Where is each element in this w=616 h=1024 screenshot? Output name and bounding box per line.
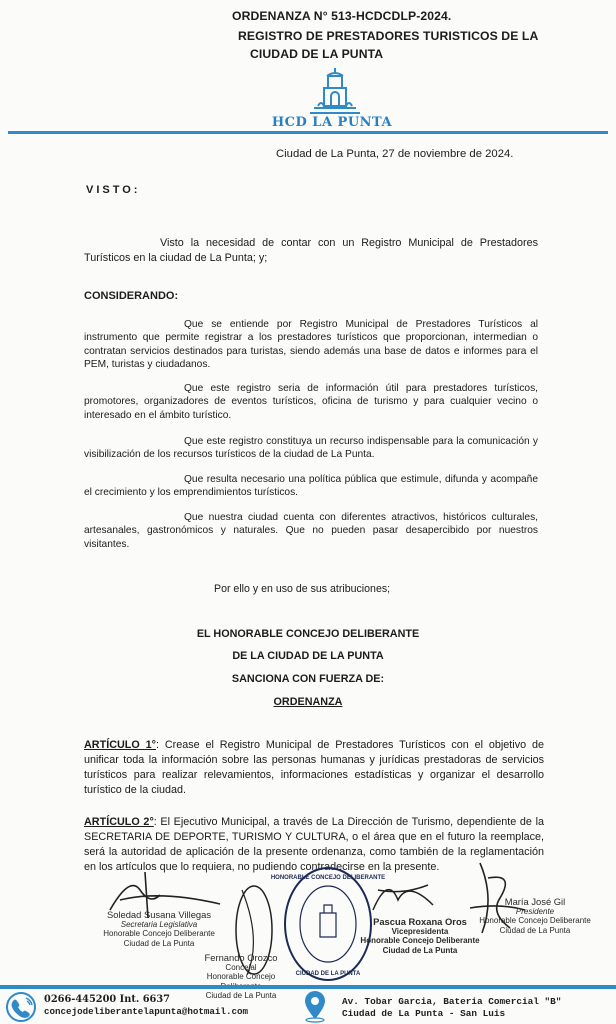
considerando-paragraph — [84, 318, 538, 372]
considerando-text: Que se entiende por Registro Municipal de Prestadores Turísticos al instrumento que permite registrar a los prestadores turísticos que proporcionan, intermedian o contratan servicios destinados para turistas, siendo además una base de datos e informes para el PEM, turistas y ciudadanos. — [84, 319, 538, 371]
article-2-label: ARTÍCULO 2° — [84, 816, 154, 828]
considerando-text: Que nuestra ciudad cuenta con diferentes atractivos, históricos culturales, artesanales, gastronómicos y naturales. Que no pueden pasar desapercibido por nuestros visitantes. — [84, 512, 538, 550]
signer-name: Fernando Orozco — [204, 952, 278, 963]
signer-city: Ciudad de La Punta — [382, 945, 458, 955]
considerando-text: Que resulta necesario una política pública que estimule, difunda y acompañe el crecimiento y los emprendimientos turísticos. — [84, 474, 538, 499]
hcd-tower-logo-icon — [300, 66, 370, 118]
seal-top-text: HONORABLE CONCEJO DELIBERANTE — [270, 875, 386, 881]
considerando-paragraph — [84, 473, 538, 500]
signer-name: María José Gil — [504, 896, 566, 907]
article-1 — [84, 738, 544, 798]
signature-block-gil — [470, 897, 600, 935]
footer-email: concejodeliberantelapunta@hotmail.com — [44, 1006, 248, 1017]
signer-role: Concejal — [225, 962, 257, 972]
signer-city: Ciudad de La Punta — [205, 991, 277, 1000]
considerando-paragraph — [84, 382, 538, 422]
signer-org: Honorable Concejo Deliberante — [479, 916, 591, 925]
signer-role: Secretaria Legislativa — [120, 919, 198, 929]
article-1-label: ARTÍCULO 1° — [84, 739, 156, 751]
ordenanza-heading: ORDENANZA — [273, 696, 343, 708]
considerando-paragraph — [84, 511, 538, 551]
footer-contact — [44, 994, 248, 1018]
sanciona-line3: SANCIONA CON FUERZA DE: — [231, 673, 385, 685]
signer-role: Presidente — [515, 906, 555, 916]
visto-heading: VISTO: — [86, 184, 141, 196]
footer-phone: 0266-445200 Int. 6637 — [44, 994, 170, 1005]
footer-address — [342, 996, 561, 1020]
considerando-text: Que este registro constituya un recurso indispensable para la comunicación y visibilización de los recursos turísticos de la ciudad de La Punta. — [84, 436, 538, 461]
document-subtitle-line2: CIUDAD DE LA PUNTA — [250, 47, 384, 61]
considerando-paragraph — [84, 435, 538, 462]
considerando-heading: CONSIDERANDO: — [84, 290, 179, 302]
por-ello-text: Por ello y en uso de sus atribuciones; — [214, 583, 391, 595]
signer-city: Ciudad de La Punta — [499, 925, 571, 935]
signer-name: Pascua Roxana Oros — [373, 916, 467, 927]
considerando-text: Que este registro seria de información útil para prestadores turísticos, promotores, organizadores de eventos turísticos, oficina de turismo y para cualquier vecino o interesado en el ámbito turístico. — [84, 383, 538, 421]
visto-paragraph — [84, 236, 538, 266]
document-title: ORDENANZA N° 513-HCDCDLP-2024. — [232, 9, 452, 23]
sanciona-line1: EL HONORABLE CONCEJO DELIBERANTE — [196, 628, 420, 640]
signer-name: Soledad Susana Villegas — [106, 909, 212, 920]
article-1-text: : Crease el Registro Municipal de Prestadores Turísticos con el objetivo de unificar toda la información sobre las personas humanas y jurídicas prestadoras de servicios turísticos para realizar relevamientos, informaciones estadísticas y organizar el desarrollo turístico de la ciudad. — [84, 739, 544, 796]
visto-text: Visto la necesidad de contar con un Registro Municipal de Prestadores Turísticos en la ciudad de La Punta; y; — [84, 237, 538, 264]
document-subtitle-line1: REGISTRO DE PRESTADORES TURISTICOS DE LA — [238, 29, 539, 43]
article-2-text: : El Ejecutivo Municipal, a través de La Dirección de Turismo, dependiente de la SECRETARIA DE DEPORTE, TURISMO Y CULTURA, o el área que en el futuro la reemplace, será la autoridad de aplicación de la presente ordenanza, como también de la reglamentación en los artículos que lo requiera, no pudiendo contradecirse en la presente. — [84, 816, 544, 873]
signature-block-villegas — [84, 910, 234, 948]
footer-address-line2: Ciudad de La Punta - San Luis — [342, 1008, 506, 1019]
signer-org: Honorable Concejo Deliberante — [360, 936, 480, 945]
hcd-logo-text: HCD LA PUNTA — [271, 115, 393, 130]
signature-oros-icon — [368, 870, 438, 920]
header-divider — [8, 131, 608, 134]
seal-bottom-text: CIUDAD DE LA PUNTA — [295, 971, 361, 977]
document-date: Ciudad de La Punta, 27 de noviembre de 2024. — [276, 148, 514, 160]
signer-role: Vicepresidenta — [391, 926, 449, 936]
signer-org: Honorable Concejo — [206, 972, 276, 981]
location-pin-icon — [300, 989, 330, 1023]
sanciona-line2: DE LA CIUDAD DE LA PUNTA — [232, 650, 384, 662]
signer-city: Ciudad de La Punta — [123, 938, 195, 948]
signer-org: Honorable Concejo Deliberante — [103, 929, 215, 938]
phone-icon — [2, 991, 40, 1023]
footer-address-line1: Av. Tobar Garcia, Bateria Comercial "B" — [342, 996, 562, 1007]
